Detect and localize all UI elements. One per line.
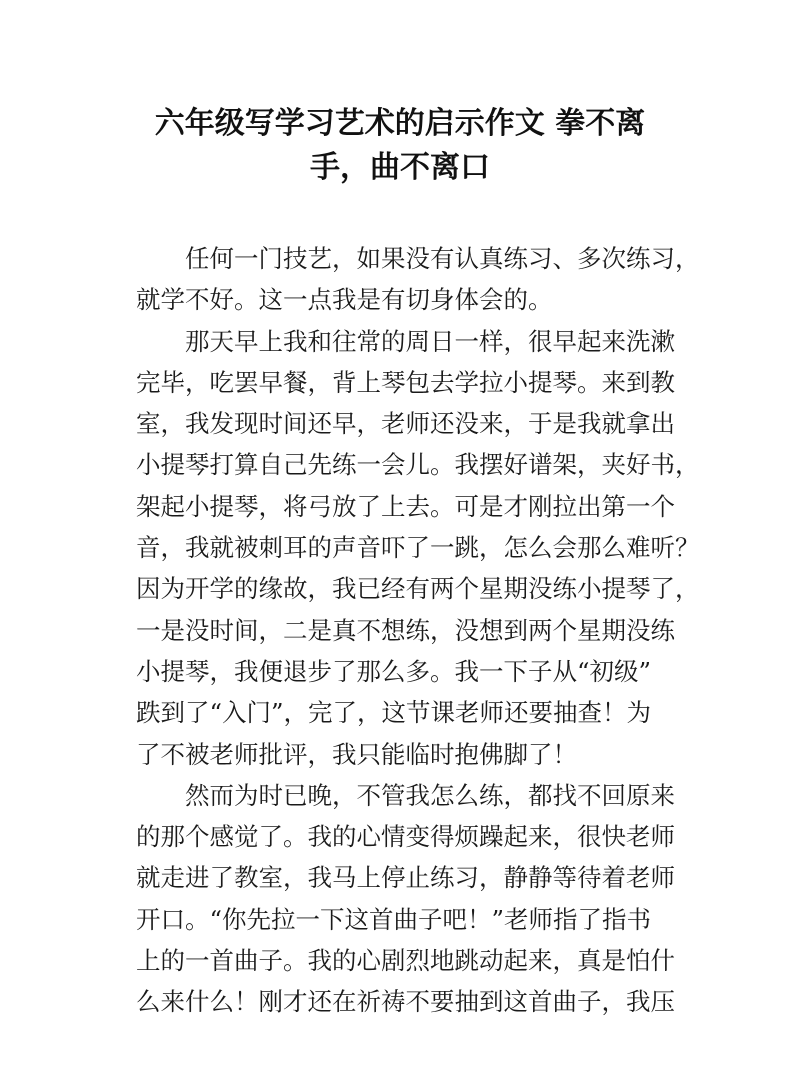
text-line: 就走进了教室，我马上停止练习，静静等待着老师 — [136, 863, 675, 893]
text-line: 一是没时间，二是真不想练，没想到两个星期没练 — [136, 615, 675, 645]
text-line: 了不被老师批评，我只能临时抱佛脚了！ — [136, 739, 577, 769]
text-line: 音，我就被刺耳的声音吓了一跳，怎么会那么难听？ — [136, 533, 700, 563]
text-line: 开口。“你先拉一下这首曲子吧！”老师指了指书 — [136, 904, 652, 934]
text-line: 的那个感觉了。我的心情变得烦躁起来，很快老师 — [136, 822, 675, 852]
text-line: 小提琴，我便退步了那么多。我一下子从“初级” — [136, 656, 652, 686]
title-line-1: 六年级写学习艺术的启示作文 拳不离 — [154, 106, 646, 141]
text-line: 架起小提琴，将弓放了上去。可是才刚拉出第一个 — [136, 491, 675, 521]
text-line: 室，我发现时间还早，老师还没来，于是我就拿出 — [136, 409, 675, 439]
document-title — [100, 102, 700, 190]
text-line: 然而为时已晚，不管我怎么练，都找不回原来 — [185, 780, 675, 810]
text-line: 上的一首曲子。我的心剧烈地跳动起来，真是怕什 — [136, 946, 675, 976]
text-line: 就学不好。这一点我是有切身体会的。 — [136, 285, 553, 315]
text-line: 完毕，吃罢早餐，背上琴包去学拉小提琴。来到教 — [136, 367, 675, 397]
text-line: 小提琴打算自己先练一会儿。我摆好谱架，夹好书， — [136, 450, 700, 480]
text-line: 那天早上我和往常的周日一样，很早起来洗漱 — [185, 326, 675, 356]
text-line: 因为开学的缘故，我已经有两个星期没练小提琴了， — [136, 574, 700, 604]
essay-body — [136, 238, 700, 1023]
text-line: 么来什么！刚才还在祈祷不要抽到这首曲子，我压 — [136, 987, 675, 1017]
text-line: 任何一门技艺，如果没有认真练习、多次练习， — [185, 244, 700, 273]
title-line-2: 手，曲不离口 — [310, 150, 490, 185]
text-line: 跌到了“入门”，完了，这节课老师还要抽查！为 — [136, 698, 652, 728]
